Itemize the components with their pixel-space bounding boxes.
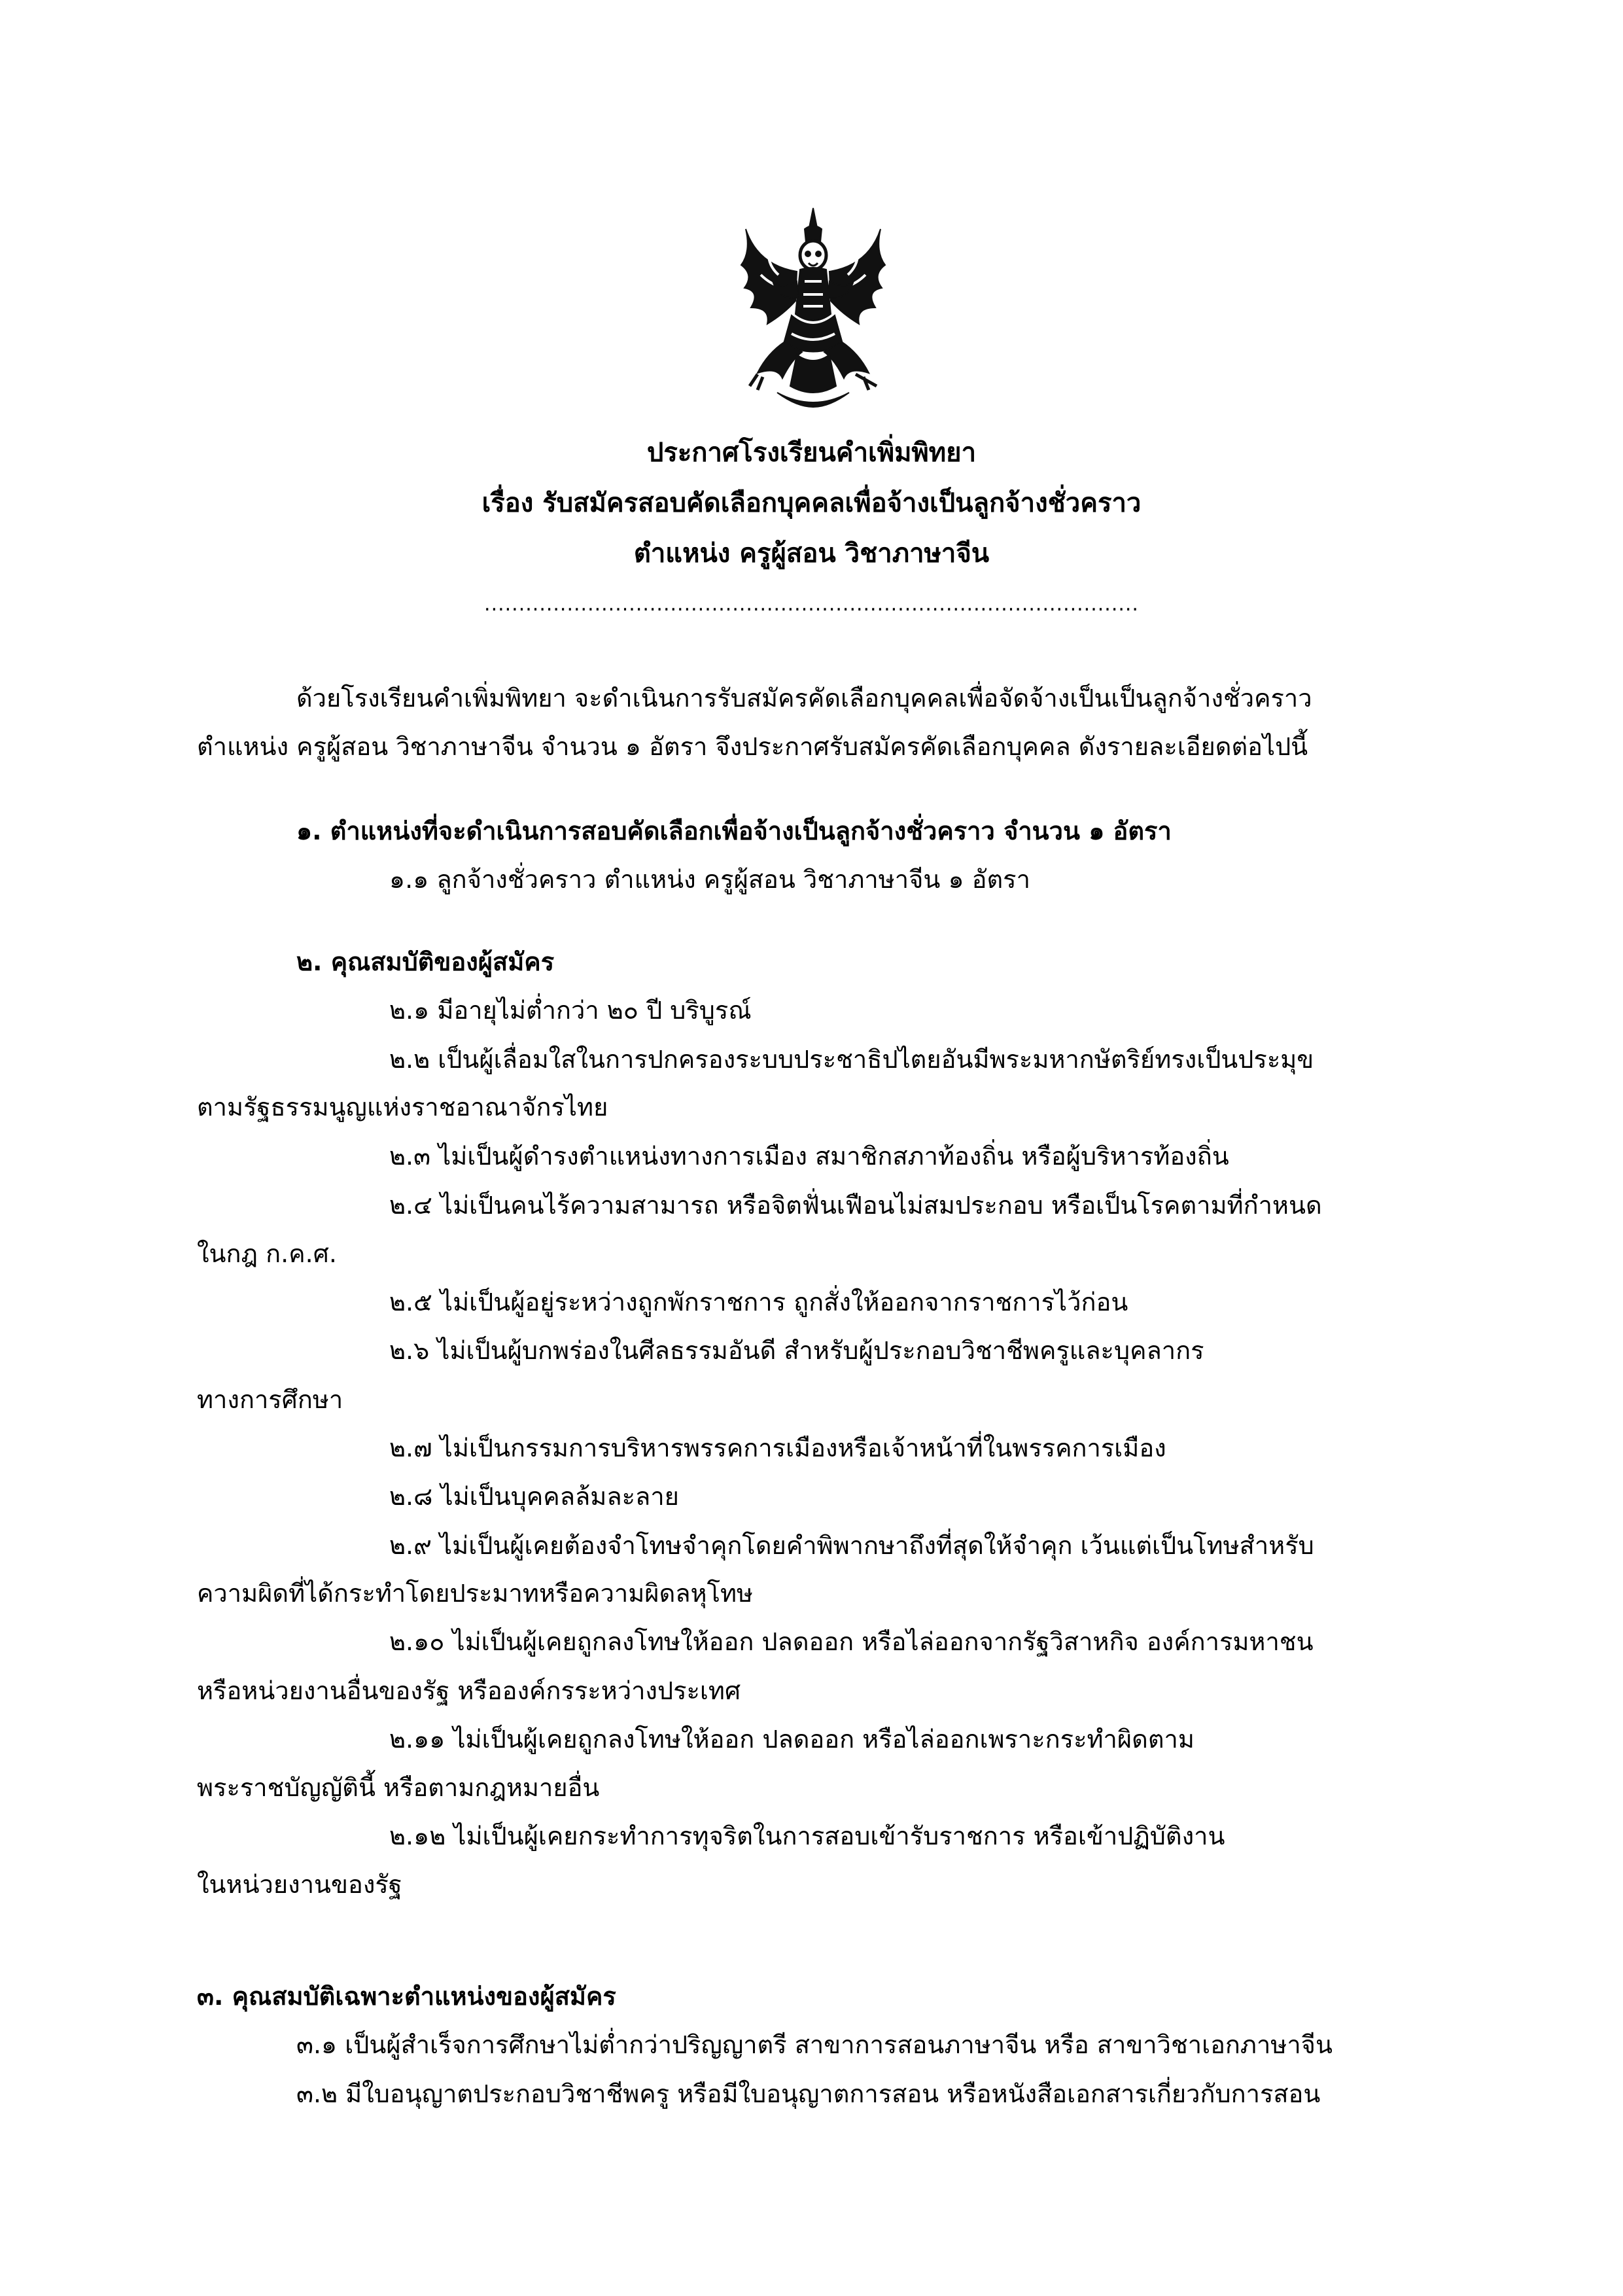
section-2-item-4: ๒.๔ ไม่เป็นคนไร้ความสามารถ หรือจิตฟั่นเฟือนไม่สมประกอบ หรือเป็นโรคตามที่กำหนด xyxy=(389,1191,1322,1220)
intro-line-1: ด้วยโรงเรียนคำเพิ่มพิทยา จะดำเนินการรับสมัครคัดเลือกบุคคลเพื่อจัดจ้างเป็นเป็นลูกจ้างชั่วคราว xyxy=(296,684,1312,713)
section-3-heading: ๓. คุณสมบัติเฉพาะตำแหน่งของผู้สมัคร xyxy=(197,1982,616,2011)
section-2-item-4-cont: ในกฎ ก.ค.ศ. xyxy=(197,1239,337,1268)
section-2-item-9-cont: ความผิดที่ได้กระทำโดยประมาทหรือความผิดลหุโทษ xyxy=(197,1579,754,1608)
section-3-item-2: ๓.๒ มีใบอนุญาตประกอบวิชาชีพครู หรือมีใบอนุญาตการสอน หรือหนังสือเอกสารเกี่ยวกับการสอน xyxy=(296,2079,1321,2108)
section-2-item-2-cont: ตามรัฐธรรมนูญแห่งราชอาณาจักรไทย xyxy=(197,1093,608,1122)
section-2-item-6-cont: ทางการศึกษา xyxy=(197,1385,343,1414)
section-2-item-3: ๒.๓ ไม่เป็นผู้ดำรงตำแหน่งทางการเมือง สมาชิกสภาท้องถิ่น หรือผู้บริหารท้องถิ่น xyxy=(389,1142,1229,1171)
announcement-title: ประกาศโรงเรียนคำเพิ่มพิทยา xyxy=(646,438,977,468)
section-2-item-6: ๒.๖ ไม่เป็นผู้บกพร่องในศีลธรรมอันดี สำหรับผู้ประกอบวิชาชีพครูและบุคลากร xyxy=(389,1336,1204,1365)
announcement-position: ตำแหน่ง ครูผู้สอน วิชาภาษาจีน xyxy=(633,539,990,569)
section-2-item-8: ๒.๘ ไม่เป็นบุคคลล้มละลาย xyxy=(389,1482,679,1511)
section-3-item-1: ๓.๑ เป็นผู้สำเร็จการศึกษาไม่ต่ำกว่าปริญญาตรี สาขาการสอนภาษาจีน หรือ สาขาวิชาเอกภาษาจีน xyxy=(296,2030,1333,2059)
section-2-item-2: ๒.๒ เป็นผู้เลื่อมใสในการปกครองระบบประชาธิปไตยอันมีพระมหากษัตริย์ทรงเป็นประมุข xyxy=(389,1045,1314,1074)
section-2-item-10-cont: หรือหน่วยงานอื่นของรัฐ หรือองค์กรระหว่างประเทศ xyxy=(197,1676,741,1705)
section-2-item-1: ๒.๑ มีอายุไม่ต่ำกว่า ๒๐ ปี บริบูรณ์ xyxy=(389,996,752,1025)
section-2-item-9: ๒.๙ ไม่เป็นผู้เคยต้องจำโทษจำคุกโดยคำพิพากษาถึงที่สุดให้จำคุก เว้นแต่เป็นโทษสำหรับ xyxy=(389,1531,1314,1560)
header-separator: ............................................................................................... xyxy=(484,593,1139,616)
section-1-heading: ๑. ตำแหน่งที่จะดำเนินการสอบคัดเลือกเพื่อจ้างเป็นลูกจ้างชั่วคราว จำนวน ๑ อัตรา xyxy=(296,817,1172,845)
section-2-item-12-cont: ในหน่วยงานของรัฐ xyxy=(197,1870,402,1899)
section-2-item-12: ๒.๑๒ ไม่เป็นผู้เคยกระทำการทุจริตในการสอบเข้ารับราชการ หรือเข้าปฏิบัติงาน xyxy=(389,1822,1225,1850)
section-2-item-7: ๒.๗ ไม่เป็นกรรมการบริหารพรรคการเมืองหรือเจ้าหน้าที่ในพรรคการเมือง xyxy=(389,1434,1166,1462)
section-1-item-1: ๑.๑ ลูกจ้างชั่วคราว ตำแหน่ง ครูผู้สอน วิชาภาษาจีน ๑ อัตรา xyxy=(389,865,1030,894)
section-2-item-11: ๒.๑๑ ไม่เป็นผู้เคยถูกลงโทษให้ออก ปลดออก หรือไล่ออกเพราะกระทำผิดตาม xyxy=(389,1725,1195,1754)
intro-line-2: ตำแหน่ง ครูผู้สอน วิชาภาษาจีน จำนวน ๑ อัตรา จึงประกาศรับสมัครคัดเลือกบุคคล ดังรายละเอียดต่อไปนี้ xyxy=(197,732,1308,761)
section-2-heading: ๒. คุณสมบัติของผู้สมัคร xyxy=(296,947,555,976)
section-2-item-5: ๒.๕ ไม่เป็นผู้อยู่ระหว่างถูกพักราชการ ถูกสั่งให้ออกจากราชการไว้ก่อน xyxy=(389,1288,1128,1316)
announcement-subject: เรื่อง รับสมัครสอบคัดเลือกบุคคลเพื่อจ้างเป็นลูกจ้างชั่วคราว xyxy=(481,488,1142,518)
section-2-item-11-cont: พระราชบัญญัตินี้ หรือตามกฎหมายอื่น xyxy=(197,1773,600,1802)
section-2-item-10: ๒.๑๐ ไม่เป็นผู้เคยถูกลงโทษให้ออก ปลดออก หรือไล่ออกจากรัฐวิสาหกิจ องค์การมหาชน xyxy=(389,1627,1314,1656)
garuda-emblem-icon xyxy=(731,203,895,419)
